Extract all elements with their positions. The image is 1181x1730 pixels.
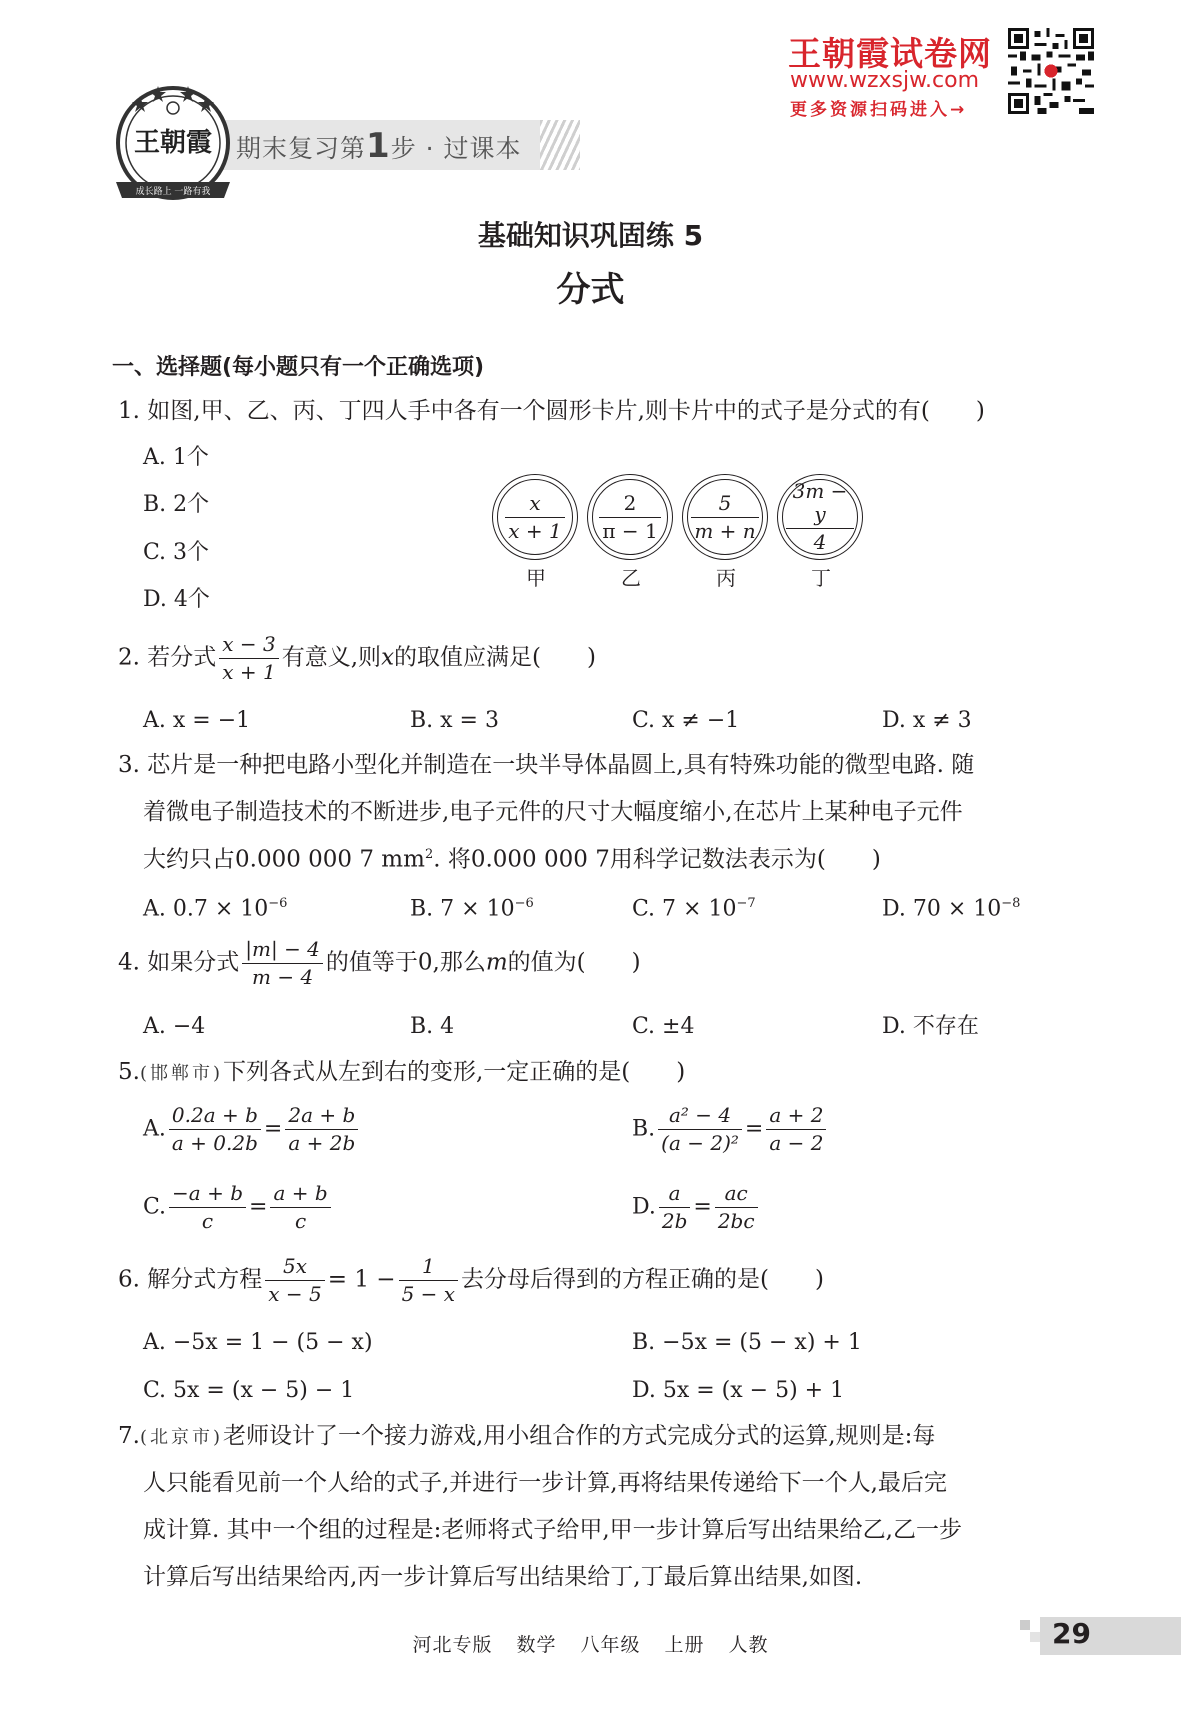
card-fraction: $\frac{2}{\pi - 1}$ — [599, 492, 660, 543]
q4-option-c[interactable]: C. ±4 — [632, 1014, 695, 1039]
q5-source: (邯郸市) — [139, 1063, 223, 1084]
q3-option-a[interactable]: A. $0.7 \times 10^{-6}$ — [143, 896, 288, 922]
q4-option-b[interactable]: B. 4 — [410, 1014, 455, 1039]
q6-option-a[interactable]: A. −5x = 1 − (5 − x) — [143, 1330, 373, 1355]
q2-fraction: $\frac{x - 3}{x + 1}$ — [219, 633, 278, 684]
q1-option-a[interactable]: A. 1个 — [143, 445, 209, 470]
card-fraction: $\frac{5}{m + n}$ — [691, 492, 758, 543]
section-heading: 一、选择题(每小题只有一个正确选项) — [112, 355, 485, 380]
page-title: 基础知识巩固练 5 — [477, 219, 704, 252]
footer-square-decor — [1020, 1620, 1030, 1630]
card-label-jia: 甲 — [526, 566, 546, 590]
card-jia — [492, 474, 578, 560]
banner-text — [236, 126, 522, 166]
card-fraction: $\frac{x}{x + 1}$ — [505, 492, 564, 543]
brand-seal-logo — [108, 78, 238, 208]
brand-name: 王朝霞试卷网 — [788, 34, 992, 73]
q2-option-d[interactable]: D. x ≠ 3 — [882, 708, 972, 733]
q7-line-3: 成计算. 其中一个组的过程是:老师将式子给甲,甲一步计算后写出结果给乙,乙一步 — [143, 1517, 962, 1543]
q4-option-d[interactable]: D. 不存在 — [882, 1014, 979, 1039]
q7-line-1: 7.(北京市)老师设计了一个接力游戏,用小组合作的方式完成分式的运算,规则是:每 — [118, 1423, 936, 1449]
q3-option-b[interactable]: B. $7 \times 10^{-6}$ — [410, 896, 534, 922]
q1-stem: 1. 如图,甲、乙、丙、丁四人手中各有一个圆形卡片,则卡片中的式子是分式的有( ) — [118, 398, 985, 424]
banner-step: 1 — [366, 126, 391, 166]
q6-option-c[interactable]: C. 5x = (x − 5) − 1 — [143, 1378, 355, 1403]
q7-line-2: 人只能看见前一个人给的式子,并进行一步计算,再将结果传递给下一个人,最后完 — [143, 1470, 947, 1496]
q2-option-c[interactable]: C. x ≠ −1 — [632, 708, 740, 733]
card-bing — [682, 474, 768, 560]
q4-option-a[interactable]: A. −4 — [143, 1014, 206, 1039]
card-label-yi: 乙 — [621, 566, 641, 590]
q5-stem: 5.(邯郸市)下列各式从左到右的变形,一定正确的是( ) — [118, 1059, 686, 1085]
q6-fraction-right: $\frac{1}{5 - x}$ — [399, 1255, 458, 1306]
q5-option-a[interactable]: A. $\frac{0.2a + b}{a + 0.2b}$ = $\frac{2a + b}{a + 2b}$ — [143, 1104, 361, 1155]
card-yi — [587, 474, 673, 560]
card-ding — [777, 474, 863, 560]
q6-stem: 6. 解分式方程 $\frac{5x}{x - 5}$ = 1 − $\frac{1}{5 - x}$ 去分母后得到的方程正确的是( ) — [118, 1254, 824, 1306]
q5-option-c[interactable]: C. $\frac{-a + b}{c}$ = $\frac{a + b}{c}$ — [143, 1182, 334, 1233]
q1-option-c[interactable]: C. 3个 — [143, 540, 210, 565]
q4-stem: 4. 如果分式 $\frac{|m| - 4}{m - 4}$ 的值等于0,那么m的值为( ) — [118, 937, 641, 989]
q6-fraction-left: $\frac{5x}{x - 5}$ — [265, 1255, 324, 1306]
footer-square-decor — [1030, 1632, 1040, 1642]
card-fraction: $\frac{3m - y}{4}$ — [786, 480, 854, 554]
q1-option-b[interactable]: B. 2个 — [143, 492, 210, 517]
more-resources-text: 更多资源扫码进入→ — [790, 100, 968, 120]
q5-option-b[interactable]: B. $\frac{\text{a² − 4}}{\text{(a − 2)²}}$ = $\frac{a + 2}{a - 2}$ — [632, 1104, 829, 1155]
q7-line-4: 计算后写出结果给丙,丙一步计算后写出结果给丁,丁最后算出结果,如图. — [143, 1564, 863, 1590]
svg-text:王朝霞: 王朝霞 — [133, 128, 213, 158]
site-url[interactable]: www.wzxsjw.com — [790, 68, 980, 93]
page-number: 29 — [1052, 1617, 1091, 1650]
card-label-bing: 丙 — [716, 566, 736, 590]
banner-suffix: 步 · 过课本 — [390, 134, 522, 163]
q6-option-d[interactable]: D. 5x = (x − 5) + 1 — [632, 1378, 845, 1403]
q3-option-c[interactable]: C. $7 \times 10^{-7}$ — [632, 896, 756, 922]
page-subtitle: 分式 — [556, 270, 625, 310]
footer-info: 河北专版 数学 八年级 上册 人教 — [412, 1634, 769, 1656]
svg-text:成长路上 一路有我: 成长路上 一路有我 — [135, 187, 211, 197]
q3-line-2: 着微电子制造技术的不断进步,电子元件的尺寸大幅度缩小,在芯片上某种电子元件 — [143, 799, 963, 825]
q3-line-1: 3. 芯片是一种把电路小型化并制造在一块半导体晶圆上,具有特殊功能的微型电路. 随 — [118, 752, 975, 778]
q3-option-d[interactable]: D. $70 \times 10^{-8}$ — [882, 896, 1021, 922]
q4-fraction: $\frac{|m| - 4}{m - 4}$ — [242, 938, 323, 989]
q1-option-d[interactable]: D. 4个 — [143, 587, 210, 612]
q3-line-3: 大约只占0.000 000 7 $mm^2$. 将0.000 000 7用科学记数法表示为( ) — [143, 846, 881, 873]
q2-stem: 2. 若分式 $\frac{x - 3}{x + 1}$ 有意义,则x的取值应满足( ) — [118, 632, 596, 684]
q7-source: (北京市) — [139, 1427, 223, 1448]
qr-code-icon[interactable] — [1008, 28, 1094, 114]
banner-stripes — [540, 120, 580, 170]
q5-option-d[interactable]: D. $\frac{a}{2b}$ = $\frac{ac}{2bc}$ — [632, 1182, 761, 1233]
q2-option-b[interactable]: B. x = 3 — [410, 708, 499, 733]
q2-option-a[interactable]: A. x = −1 — [143, 708, 251, 733]
banner-prefix: 期末复习第 — [236, 134, 367, 163]
q6-option-b[interactable]: B. −5x = (5 − x) + 1 — [632, 1330, 862, 1355]
card-label-ding: 丁 — [811, 566, 831, 590]
